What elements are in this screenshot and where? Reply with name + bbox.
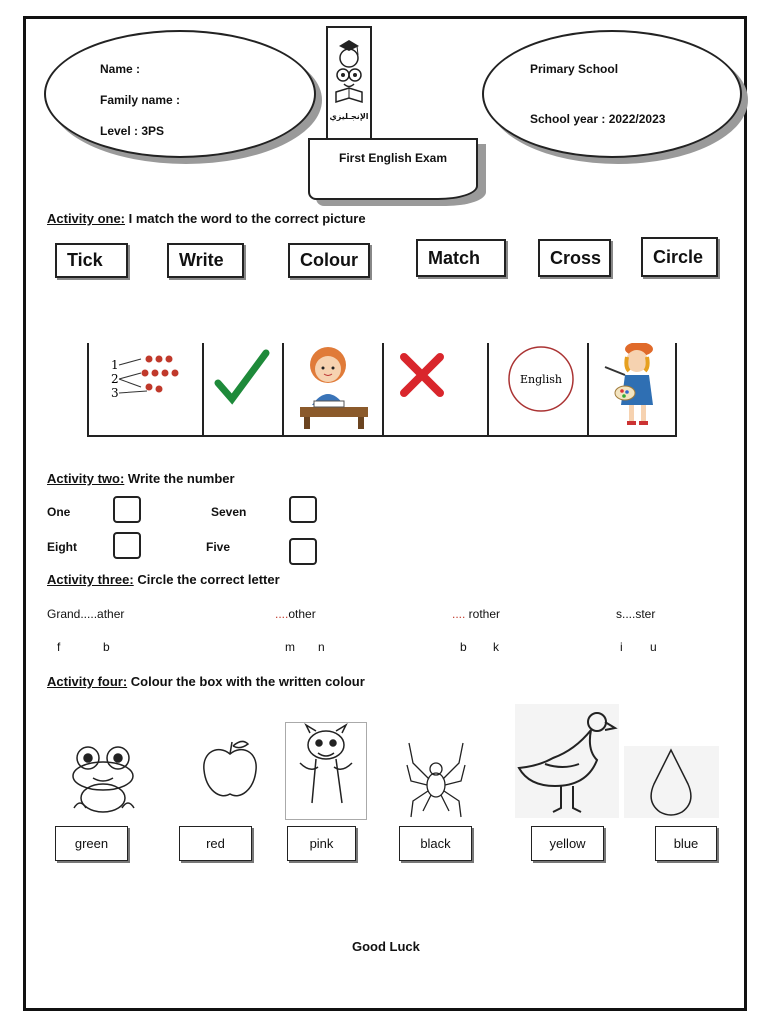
- activity-four-instruction: Colour the box with the written colour: [130, 674, 365, 689]
- number-word-seven: Seven: [211, 505, 247, 519]
- colour-box-green[interactable]: green: [55, 826, 128, 861]
- school-year: School year : 2022/2023: [530, 112, 666, 126]
- colour-box-black[interactable]: black: [399, 826, 472, 861]
- picture-match: [87, 343, 204, 435]
- svg-text:2: 2: [111, 372, 119, 386]
- number-word-one: One: [47, 505, 71, 519]
- logo-text: الإنجـليزي: [329, 112, 369, 121]
- activity-three-instruction: Circle the correct letter: [137, 572, 280, 587]
- missing-letter-word-grandfather: Grand.....ather: [47, 607, 125, 621]
- level-label: Level : 3PS: [100, 124, 165, 138]
- colour-box-pink[interactable]: pink: [287, 826, 356, 861]
- word-box-match: Match: [416, 239, 506, 277]
- number-word-five: Five: [206, 540, 231, 554]
- activity-three-title: Activity three:: [47, 572, 134, 587]
- student-info-oval: [44, 30, 316, 158]
- word-box-write: Write: [167, 243, 244, 278]
- activity-four-heading: [47, 674, 365, 689]
- girl-painting-icon: [589, 343, 675, 433]
- school-logo: [326, 26, 372, 148]
- apple-icon: [200, 738, 260, 802]
- word-box-circle: Circle: [641, 237, 718, 277]
- number-box-five[interactable]: [289, 538, 317, 565]
- letter-option[interactable]: u: [650, 640, 657, 654]
- colour-box-blue[interactable]: blue: [655, 826, 717, 861]
- missing-letter-word-sister: s....ster: [616, 607, 656, 621]
- letter-option[interactable]: i: [620, 640, 623, 654]
- svg-text:3: 3: [111, 386, 119, 400]
- colour-box-yellow[interactable]: yellow: [531, 826, 604, 861]
- circled-word-icon: [489, 343, 587, 433]
- school-info-oval: [482, 30, 742, 158]
- exam-title: First English Exam: [338, 151, 448, 165]
- number-word-eight: Eight: [47, 540, 77, 554]
- letter-option[interactable]: n: [318, 640, 325, 654]
- pink-panther-picture: [285, 722, 367, 820]
- number-box-seven[interactable]: [289, 496, 317, 523]
- picture-strip: [87, 343, 677, 437]
- school-name: Primary School: [530, 62, 619, 76]
- word-box-cross: Cross: [538, 239, 611, 277]
- letter-option[interactable]: f: [57, 640, 61, 654]
- frog-icon: [66, 742, 142, 816]
- owl-reader-icon: [328, 28, 370, 146]
- activity-two-title: Activity two:: [47, 471, 125, 486]
- letter-option[interactable]: b: [460, 640, 467, 654]
- letter-option[interactable]: k: [493, 640, 499, 654]
- cross-mark-icon: [384, 343, 486, 433]
- svg-text:1: 1: [111, 358, 119, 372]
- number-box-one[interactable]: [113, 496, 141, 523]
- spider-icon: [405, 735, 467, 821]
- match-lines-icon: [89, 343, 201, 433]
- good-luck-text: Good Luck: [352, 939, 420, 954]
- letter-option[interactable]: b: [103, 640, 110, 654]
- picture-tick: [202, 343, 284, 435]
- family-name-label: Family name :: [100, 93, 181, 107]
- word-box-tick: Tick: [55, 243, 128, 278]
- picture-colour: [587, 343, 677, 435]
- activity-four-title: Activity four:: [47, 674, 128, 689]
- circled-word: English: [520, 373, 562, 386]
- check-mark-icon: [204, 343, 282, 433]
- letter-option[interactable]: m: [285, 640, 295, 654]
- exam-title-banner: [308, 138, 478, 200]
- activity-one-title: Activity one:: [47, 211, 126, 226]
- drop-picture: [624, 746, 719, 818]
- picture-write: [282, 343, 384, 435]
- picture-cross: [382, 343, 489, 435]
- number-box-eight[interactable]: [113, 532, 141, 559]
- name-label: Name :: [100, 62, 141, 76]
- activity-one-heading: [47, 211, 366, 226]
- girl-writing-icon: [284, 343, 382, 433]
- duck-icon: [515, 704, 619, 818]
- duck-picture: [515, 704, 619, 818]
- panther-icon: [286, 723, 364, 817]
- missing-letter-word-mother: ....other: [275, 607, 316, 621]
- missing-letter-word-brother: .... rother: [452, 607, 501, 621]
- activity-three-heading: [47, 572, 280, 587]
- word-box-colour: Colour: [288, 243, 370, 278]
- picture-circle: [487, 343, 589, 435]
- water-drop-icon: [624, 746, 719, 818]
- activity-two-heading: [47, 471, 235, 486]
- colour-box-red[interactable]: red: [179, 826, 252, 861]
- activity-two-instruction: Write the number: [127, 471, 235, 486]
- activity-one-instruction: I match the word to the correct picture: [128, 211, 366, 226]
